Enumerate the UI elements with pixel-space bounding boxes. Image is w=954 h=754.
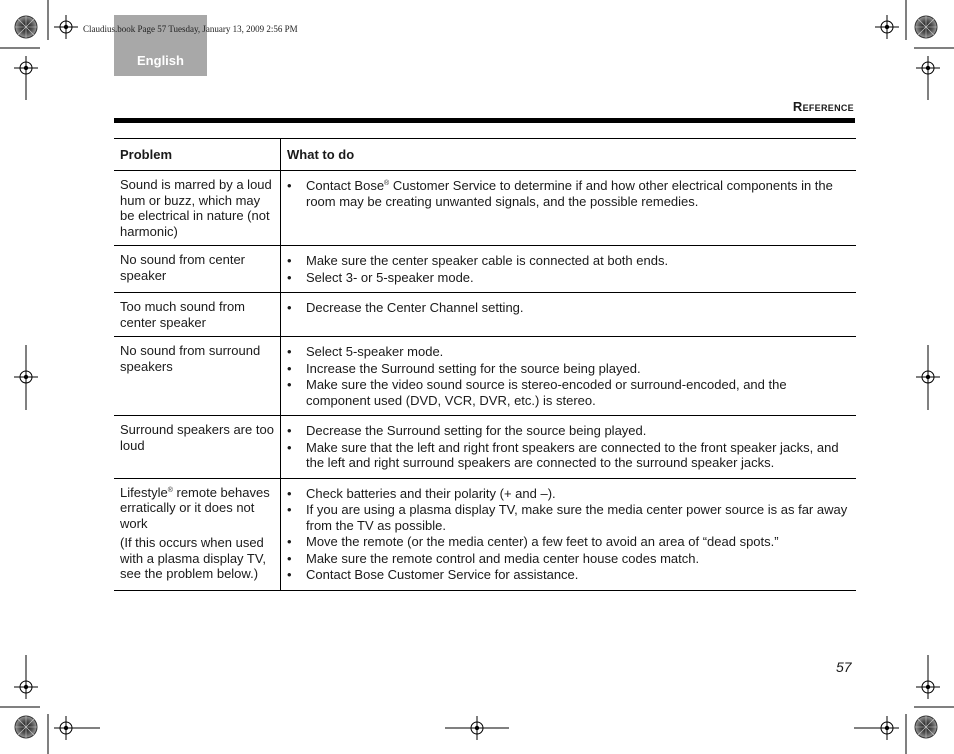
table-row <box>114 293 856 337</box>
book-info-header: Claudius.book Page 57 Tuesday, January 13, 2009 2:56 PM <box>83 24 298 34</box>
table-row <box>114 171 856 246</box>
list-item: • Increase the Surround setting for the source being played. <box>287 361 850 377</box>
actions-cell <box>281 416 857 479</box>
actions-cell <box>281 293 857 337</box>
actions-cell <box>281 337 857 416</box>
list-item: • Decrease the Center Channel setting. <box>287 300 850 316</box>
action-list <box>287 300 850 316</box>
list-item: • Make sure the center speaker cable is connected at both ends. <box>287 253 850 269</box>
action-list <box>287 178 850 209</box>
troubleshooting-table <box>114 138 856 591</box>
table-row <box>114 337 856 416</box>
list-item: • Contact Bose Customer Service for assistance. <box>287 567 850 583</box>
language-tab-label: English <box>137 53 184 68</box>
problem-note: (If this occurs when used with a plasma display TV, see the problem below.) <box>120 535 266 581</box>
table-row <box>114 478 856 590</box>
page-number: 57 <box>836 659 852 675</box>
table-row <box>114 246 856 293</box>
list-item: • Make sure that the left and right front speakers are connected to the front speaker jacks, and the left and right surround speakers are connected to the surround speaker jacks. <box>287 440 850 471</box>
problem-cell: Surround speakers are too loud <box>114 416 281 479</box>
column-header-problem: Problem <box>114 139 281 171</box>
problem-text: Lifestyle® remote behaves erratically or it does not work <box>120 484 270 531</box>
action-list <box>287 253 850 285</box>
action-list <box>287 486 850 583</box>
problem-cell <box>114 478 281 590</box>
actions-cell <box>281 246 857 293</box>
title-rule <box>114 118 855 123</box>
list-item: • Select 3- or 5-speaker mode. <box>287 270 850 286</box>
problem-cell: No sound from surround speakers <box>114 337 281 416</box>
section-title: Reference <box>792 99 854 114</box>
list-item: • Check batteries and their polarity (+ and –). <box>287 486 850 502</box>
list-item: • Move the remote (or the media center) a few feet to avoid an area of “dead spots.” <box>287 534 850 550</box>
actions-cell <box>281 478 857 590</box>
table-header-row <box>114 139 856 171</box>
problem-text: Sound is marred by a loud hum or buzz, which may be electrical in nature (not harmonic) <box>120 177 272 239</box>
problem-cell <box>114 171 281 246</box>
list-item: • Select 5-speaker mode. <box>287 344 850 360</box>
list-item: • Contact Bose® Customer Service to determine if and how other electrical components in the room may be creating unwanted signals, and the possible remedies. <box>287 178 850 209</box>
list-item: • Make sure the remote control and media center house codes match. <box>287 551 850 567</box>
list-item: • Decrease the Surround setting for the source being played. <box>287 423 850 439</box>
problem-cell: No sound from center speaker <box>114 246 281 293</box>
table-row <box>114 416 856 479</box>
action-list <box>287 344 850 408</box>
list-item: • Make sure the video sound source is stereo-encoded or surround-encoded, and the component used (DVD, VCR, DVR, etc.) is stereo. <box>287 377 850 408</box>
list-item: • If you are using a plasma display TV, make sure the media center power source is as far away from the TV as possible. <box>287 502 850 533</box>
actions-cell <box>281 171 857 246</box>
column-header-what-to-do: What to do <box>281 139 857 171</box>
action-list <box>287 423 850 471</box>
problem-cell: Too much sound from center speaker <box>114 293 281 337</box>
